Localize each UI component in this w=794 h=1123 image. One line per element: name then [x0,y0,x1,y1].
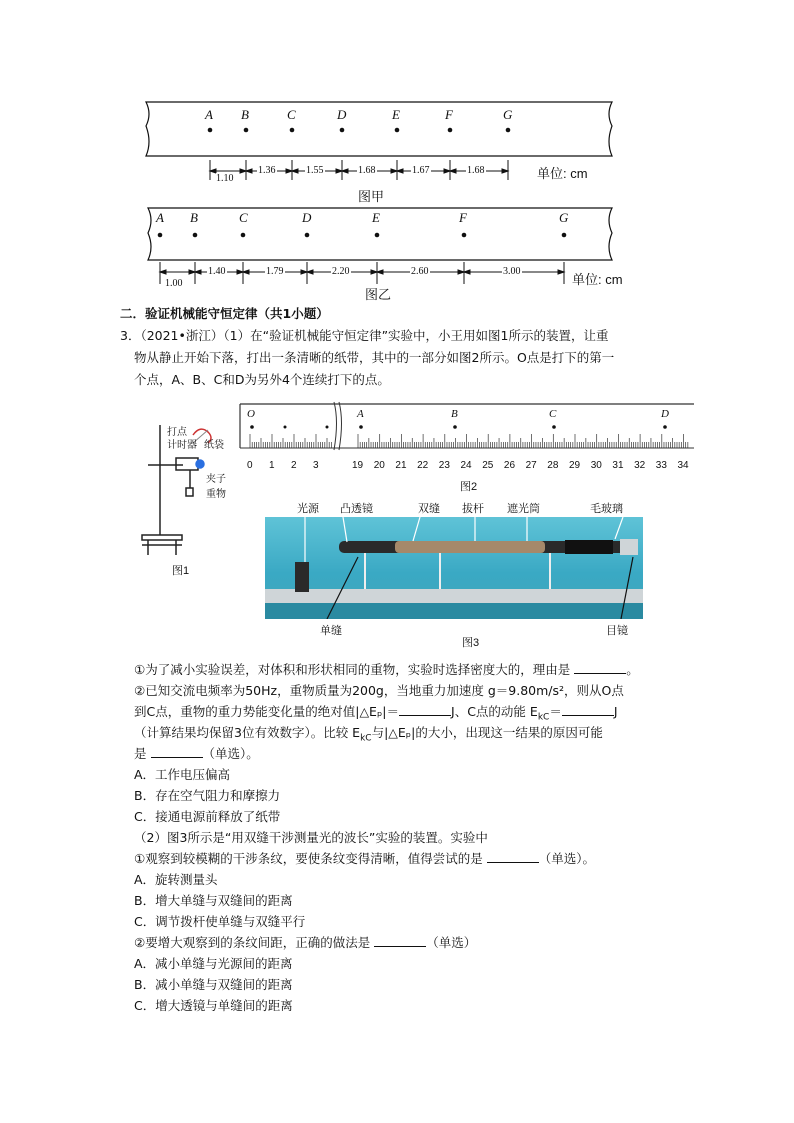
question-line: 物从静止开始下落，打出一条清晰的纸带，其中的一部分如图2所示。O点是打下的第一 [134,350,615,365]
fig3-label: 拔杆 [462,502,484,515]
tape-jia-dots [138,98,618,160]
point-label: C [239,210,248,225]
option-a: A．减小单缝与光源间的距离 [134,956,293,971]
fig3-label: 单缝 [320,624,342,637]
fig3-label: 目镜 [606,624,628,637]
subscript: kC [537,712,550,723]
question-text: ＝ [549,704,562,719]
ruler-number: 23 [438,460,450,471]
fig3-label: 凸透镜 [340,502,373,515]
ruler-number: 30 [590,460,602,471]
segment-value: 1.00 [165,278,183,289]
ruler-number: 22 [417,460,429,471]
point-label: B [241,107,249,122]
ruler-number: 33 [655,460,667,471]
question-line [134,703,618,727]
question-text: ①为了减小实验误差，对体积和形状相同的重物，实验时选择密度大的，理由是 [134,662,571,677]
point-label: C [287,107,296,122]
segment-value: 1.68 [467,165,485,176]
point-label: C [549,408,557,420]
point-label: D [661,408,669,420]
ruler-number: 32 [634,460,646,471]
unit-label: 单位: cm [572,272,623,287]
question-text: 。 [626,662,639,677]
ruler-number: 21 [395,460,407,471]
figure-caption: 图3 [462,637,480,649]
point-label: G [559,210,569,225]
question-text: （计算结果均保留3位有效数字）。比较 E [134,725,361,740]
figure-caption: 图1 [172,565,190,577]
question-line [134,745,259,763]
ruler-number: 31 [612,460,624,471]
segment-value: 1.79 [266,266,284,277]
segment-value: 2.60 [411,266,429,277]
ruler-number: 26 [503,460,516,471]
answer-blank[interactable] [574,661,626,674]
option-b: B．减小单缝与双缝间的距离 [134,977,293,992]
point-label: E [372,210,380,225]
point-label: D [337,107,347,122]
point-label: F [459,210,467,225]
segment-value: 1.40 [208,266,226,277]
fig1-label: 计时器 [167,440,197,451]
point-label: A [156,210,164,225]
question-text: 是 [134,746,147,761]
tape-yi [140,205,620,265]
question-line [134,661,639,679]
segment-value: 1.10 [216,173,234,184]
option-c: C．增大透镜与单缝间的距离 [134,998,293,1013]
ruler-number: 27 [525,460,537,471]
question-text: （单选） [426,935,477,950]
fig1-label: 夹子 [206,474,226,485]
fig3-label: 双缝 [418,502,440,515]
ruler-tick-labels [238,460,698,474]
ruler-number: 29 [569,460,581,471]
fig3-photo [265,517,643,619]
ruler-number: 25 [482,460,494,471]
figure-caption: 图2 [460,481,478,493]
question-line: （2）图3所示是“用双缝干涉测量光的波长”实验的装置。实验中 [134,830,488,845]
question-text: （单选）。 [538,851,595,866]
question-text: J [613,704,618,719]
ruler-number: 3 [313,460,319,471]
unit-label: 单位: cm [537,166,588,181]
point-label: D [302,210,312,225]
question-line [134,724,603,748]
option-c: C．接通电源前释放了纸带 [134,809,281,824]
option-a: A．旋转测量头 [134,872,218,887]
option-b: B．存在空气阻力和摩擦力 [134,788,281,803]
ruler-number: 20 [373,460,385,471]
ruler-number: 24 [460,460,472,471]
question-line: ②已知交流电频率为50Hz，重物质量为200g，当地重力加速度 g＝9.80m/s²，则从O点 [134,683,624,698]
question-text: ①观察到较模糊的干涉条纹，要使条纹变得清晰，值得尝试的是 [134,851,483,866]
option-a: A．工作电压偏高 [134,767,231,782]
segment-value: 2.20 [332,266,350,277]
ruler-number: 1 [269,460,275,471]
question-line: 个点，A、B、C和D为另外4个连续打下的点。 [134,372,390,387]
subscript: kC [360,733,372,744]
point-label: A [357,408,364,420]
option-c: C．调节拨杆使单缝与双缝平行 [134,914,306,929]
ruler-number: 28 [547,460,559,471]
fig3-label: 毛玻璃 [590,502,623,515]
question-line: 3．（2021•浙江）（1）在“验证机械能守恒定律”实验中，小王用如图1所示的装置，让重 [120,328,609,343]
ruler-number: 34 [677,460,689,471]
option-b: B．增大单缝与双缝间的距离 [134,893,293,908]
answer-blank[interactable] [487,850,539,863]
answer-blank[interactable] [151,745,203,758]
question-text: （单选）。 [202,746,259,761]
figure-caption: 图乙 [365,287,392,302]
segment-value: 1.36 [258,165,276,176]
segment-value: 1.67 [412,165,430,176]
fig1-label: 重物 [206,489,226,500]
segment-value: 1.68 [358,165,376,176]
answer-blank[interactable] [399,703,451,716]
question-text: ②要增大观察到的条纹间距，正确的做法是 [134,935,371,950]
section-title: 二．验证机械能守恒定律（共1小题） [120,306,329,321]
point-label: A [205,107,213,122]
point-label: B [451,408,458,420]
question-text: 与|△Eₚ|的大小，出现这一结果的原因可能 [371,725,603,740]
point-label: F [445,107,453,122]
ruler-number: 2 [291,460,297,471]
ruler-number: 19 [352,460,364,471]
segment-value: 3.00 [503,266,521,277]
point-label: E [392,107,400,122]
fig1-label: 纸袋 [204,440,224,451]
question-line [134,850,595,868]
point-label: G [503,107,513,122]
figure-caption: 图甲 [358,189,385,204]
fig3-label: 光源 [297,502,319,515]
question-text: J、C点的动能 E [451,704,538,719]
answer-blank[interactable] [562,703,614,716]
fig1-label: 打点 [167,427,187,438]
question-line [134,934,476,952]
answer-blank[interactable] [374,934,426,947]
question-text: 到C点，重物的重力势能变化量的绝对值|△Eₚ|＝ [134,704,400,719]
point-label: B [190,210,198,225]
segment-value: 1.55 [306,165,324,176]
fig3-label: 遮光筒 [507,502,540,515]
ruler-number: 0 [247,460,253,471]
point-label: O [247,408,255,420]
